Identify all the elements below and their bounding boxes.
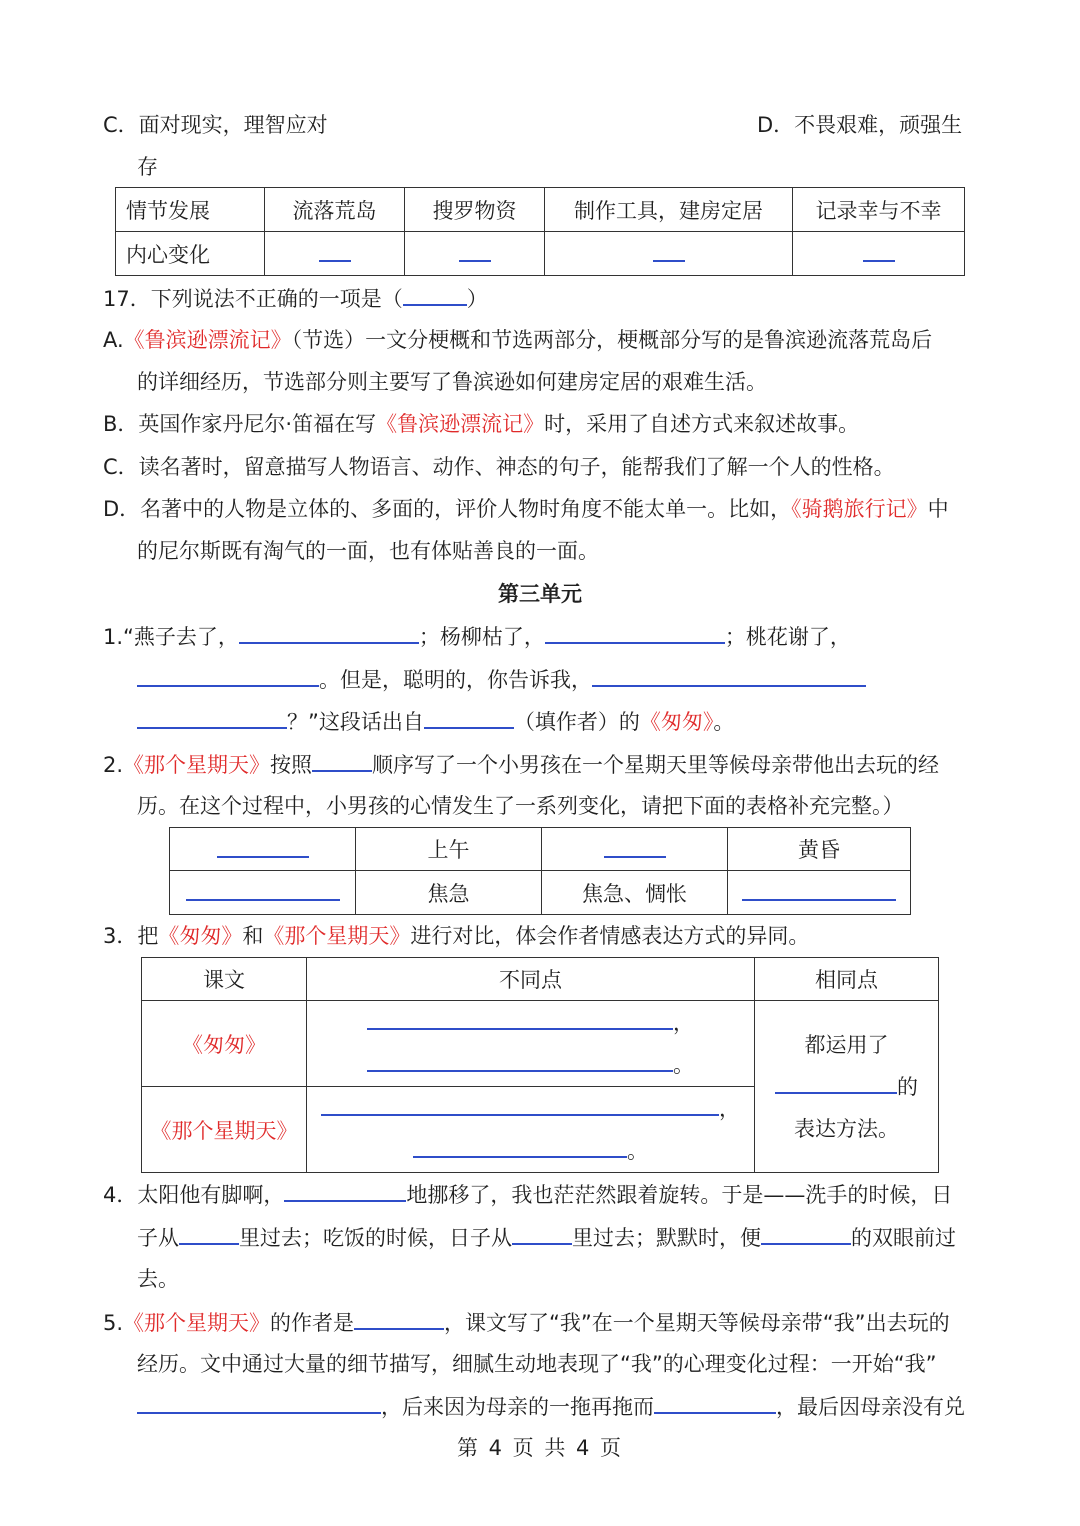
table-cell: 焦急、惆怅: [542, 871, 728, 915]
q16-option-c: C．面对现实，理智应对: [103, 113, 328, 137]
answer-blank[interactable]: [284, 1178, 406, 1202]
page-footer: 第 4 页 共 4 页: [456, 1436, 624, 1460]
table-cell: 内心变化: [116, 232, 265, 276]
q-text: ；杨柳枯了，: [418, 625, 545, 649]
q-text: 顺序写了一个小男孩在一个星期天里等候母亲带他出去玩的经: [372, 753, 940, 777]
answer-blank-cell[interactable]: [542, 828, 728, 871]
q17-option-d-line2: 的尼尔斯既有淘气的一面，也有体贴善良的一面。: [137, 539, 599, 563]
table-cell: 黄昏: [728, 828, 911, 871]
answer-blank-cell[interactable]: [170, 828, 356, 871]
table-cell: 制作工具，建房定居: [545, 188, 793, 232]
answer-blank[interactable]: [137, 1390, 381, 1414]
u3-q4-line3: 去。: [137, 1267, 179, 1291]
table-cell: 情节发展: [116, 188, 265, 232]
answer-blank[interactable]: [239, 620, 419, 644]
answer-blank[interactable]: [761, 1221, 851, 1245]
table-cell: 焦急: [356, 871, 542, 915]
q17-option-a-line2: 的详细经历，节选部分则主要写了鲁滨逊如何建房定居的艰难生活。: [137, 370, 767, 394]
u3-q5-line2: 经历。文中通过大量的细节描写，细腻生动地表现了“我”的心理变化过程：一开始“我”: [137, 1352, 937, 1376]
option-label: A.: [103, 328, 124, 352]
q-number: 2.: [103, 753, 124, 777]
answer-blank[interactable]: [354, 1306, 444, 1330]
same-text: 都运用了: [804, 1032, 889, 1057]
answer-blank-cell[interactable]: [307, 1087, 755, 1173]
answer-blank[interactable]: [775, 1072, 897, 1094]
q-text: 子从: [137, 1226, 179, 1250]
answer-blank-cell[interactable]: [728, 871, 911, 915]
u3-q3-line1: [103, 920, 809, 952]
u3-q4-line2: [137, 1221, 956, 1254]
q-text: 的双眼前过: [851, 1226, 956, 1250]
answer-blank-cell[interactable]: [545, 232, 793, 276]
q17-option-d: [103, 493, 949, 525]
u3-q5-line3: [137, 1390, 965, 1423]
punct: ，: [673, 1010, 694, 1035]
answer-blank-cell[interactable]: [405, 232, 545, 276]
table-header: 相同点: [755, 958, 939, 1001]
table-cell: 《那个星期天》: [142, 1087, 307, 1173]
q-text: 里过去；默默时，便: [572, 1226, 761, 1250]
book-title: 《鲁滨逊漂流记》: [376, 412, 545, 436]
u3-q3-table: [141, 957, 939, 1173]
q17-option-c: C．读名著时，留意描写人物语言、动作、神态的句子，能帮我们了解一个人的性格。: [103, 455, 895, 479]
q-text: ？”这段话出自: [287, 710, 424, 734]
q-text: 。但是，聪明的，你告诉我，: [319, 668, 592, 692]
q-text: （填作者）的: [513, 710, 640, 734]
table-header: 不同点: [307, 958, 755, 1001]
answer-blank[interactable]: [137, 705, 287, 729]
book-title: 《那个星期天》: [123, 753, 271, 777]
book-title: 《匆匆》: [158, 924, 243, 948]
answer-blank-cell[interactable]: [265, 232, 405, 276]
q17-option-b: [103, 408, 859, 440]
book-title: 《那个星期天》: [263, 924, 411, 948]
answer-blank[interactable]: [403, 282, 467, 306]
answer-blank-cell[interactable]: [793, 232, 965, 276]
q-text: ；桃花谢了，: [724, 625, 851, 649]
u3-q2-line2: 历。在这个过程中，小男孩的心情发生了一系列变化，请把下面的表格补充完整。）: [137, 794, 904, 818]
table-cell: 流落荒岛: [265, 188, 405, 232]
q-text: 。: [713, 710, 735, 734]
u3-q2-line1: [103, 748, 939, 781]
option-text: 中: [927, 497, 949, 521]
q17-stem-close: ）: [466, 287, 488, 311]
q-text: 1.“燕子去了，: [103, 625, 239, 649]
q-text: 进行对比，体会作者情感表达方式的异同。: [410, 924, 810, 948]
answer-blank[interactable]: [654, 1390, 776, 1414]
u3-q1-line2: [137, 663, 866, 696]
q16-option-d-cont: 存: [137, 155, 158, 179]
q16-table: [115, 187, 965, 276]
option-text: 时，采用了自述方式来叙述故事。: [544, 412, 860, 436]
q16-option-d: D．不畏艰难，顽强生: [757, 113, 963, 137]
u3-q5-line1: [103, 1306, 950, 1339]
u3-q2-table: [169, 827, 911, 915]
section-title: 第三单元: [498, 582, 582, 606]
q-text: 地挪移了，我也茫茫然跟着旋转。于是——洗手的时候，日: [406, 1183, 953, 1207]
book-title: 《匆匆》: [639, 710, 714, 734]
q17-stem-text: 17．下列说法不正确的一项是（: [103, 287, 403, 311]
q-text: 的作者是: [270, 1311, 355, 1335]
u3-q1-line1: [103, 620, 851, 653]
table-cell: 上午: [356, 828, 542, 871]
punct: 。: [627, 1138, 648, 1163]
q-text: ，最后因母亲没有兑: [776, 1395, 965, 1419]
table-header: 课文: [142, 958, 307, 1001]
table-cell: 《匆匆》: [142, 1001, 307, 1087]
punct: 。: [673, 1052, 694, 1077]
answer-blank-cell[interactable]: [170, 871, 356, 915]
q-text: ，后来因为母亲的一拖再拖而: [381, 1395, 654, 1419]
answer-blank[interactable]: [512, 1221, 572, 1245]
q-text: 4．太阳他有脚啊，: [103, 1183, 285, 1207]
table-cell: 记录幸与不幸: [793, 188, 965, 232]
punct: ，: [719, 1096, 740, 1121]
same-text: 表达方法。: [794, 1116, 899, 1141]
q-text: ，课文写了“我”在一个星期天等候母亲带“我”出去玩的: [444, 1311, 950, 1335]
q17-option-a: [103, 324, 932, 356]
q17-stem: [103, 282, 488, 315]
answer-blank[interactable]: [312, 748, 372, 772]
table-cell: 搜罗物资: [405, 188, 545, 232]
book-title: 《骑鹅旅行记》: [791, 497, 928, 521]
same-text: 的: [897, 1074, 918, 1099]
answer-blank[interactable]: [424, 705, 514, 729]
answer-blank[interactable]: [545, 620, 725, 644]
u3-q1-line3: [137, 705, 734, 738]
q-text: 3．把: [103, 924, 159, 948]
same-point-cell: [755, 1001, 939, 1173]
q-text: 和: [242, 924, 264, 948]
option-text: B．英国作家丹尼尔·笛福在写: [103, 412, 377, 436]
answer-blank[interactable]: [137, 663, 319, 687]
book-title: 《那个星期天》: [123, 1311, 271, 1335]
option-text: （节选）一文分梗概和节选两部分，梗概部分写的是鲁滨逊流落荒岛后: [291, 328, 933, 352]
answer-blank[interactable]: [179, 1221, 239, 1245]
u3-q4-line1: [103, 1178, 952, 1211]
q-text: 按照: [270, 753, 313, 777]
answer-blank-cell[interactable]: [307, 1001, 755, 1087]
q-text: 里过去；吃饭的时候，日子从: [239, 1226, 512, 1250]
book-title: 《鲁滨逊漂流记》: [123, 328, 292, 352]
option-text: D．名著中的人物是立体的、多面的，评价人物时角度不能太单一。比如，: [103, 497, 792, 521]
q-number: 5.: [103, 1311, 124, 1335]
answer-blank[interactable]: [592, 663, 866, 687]
